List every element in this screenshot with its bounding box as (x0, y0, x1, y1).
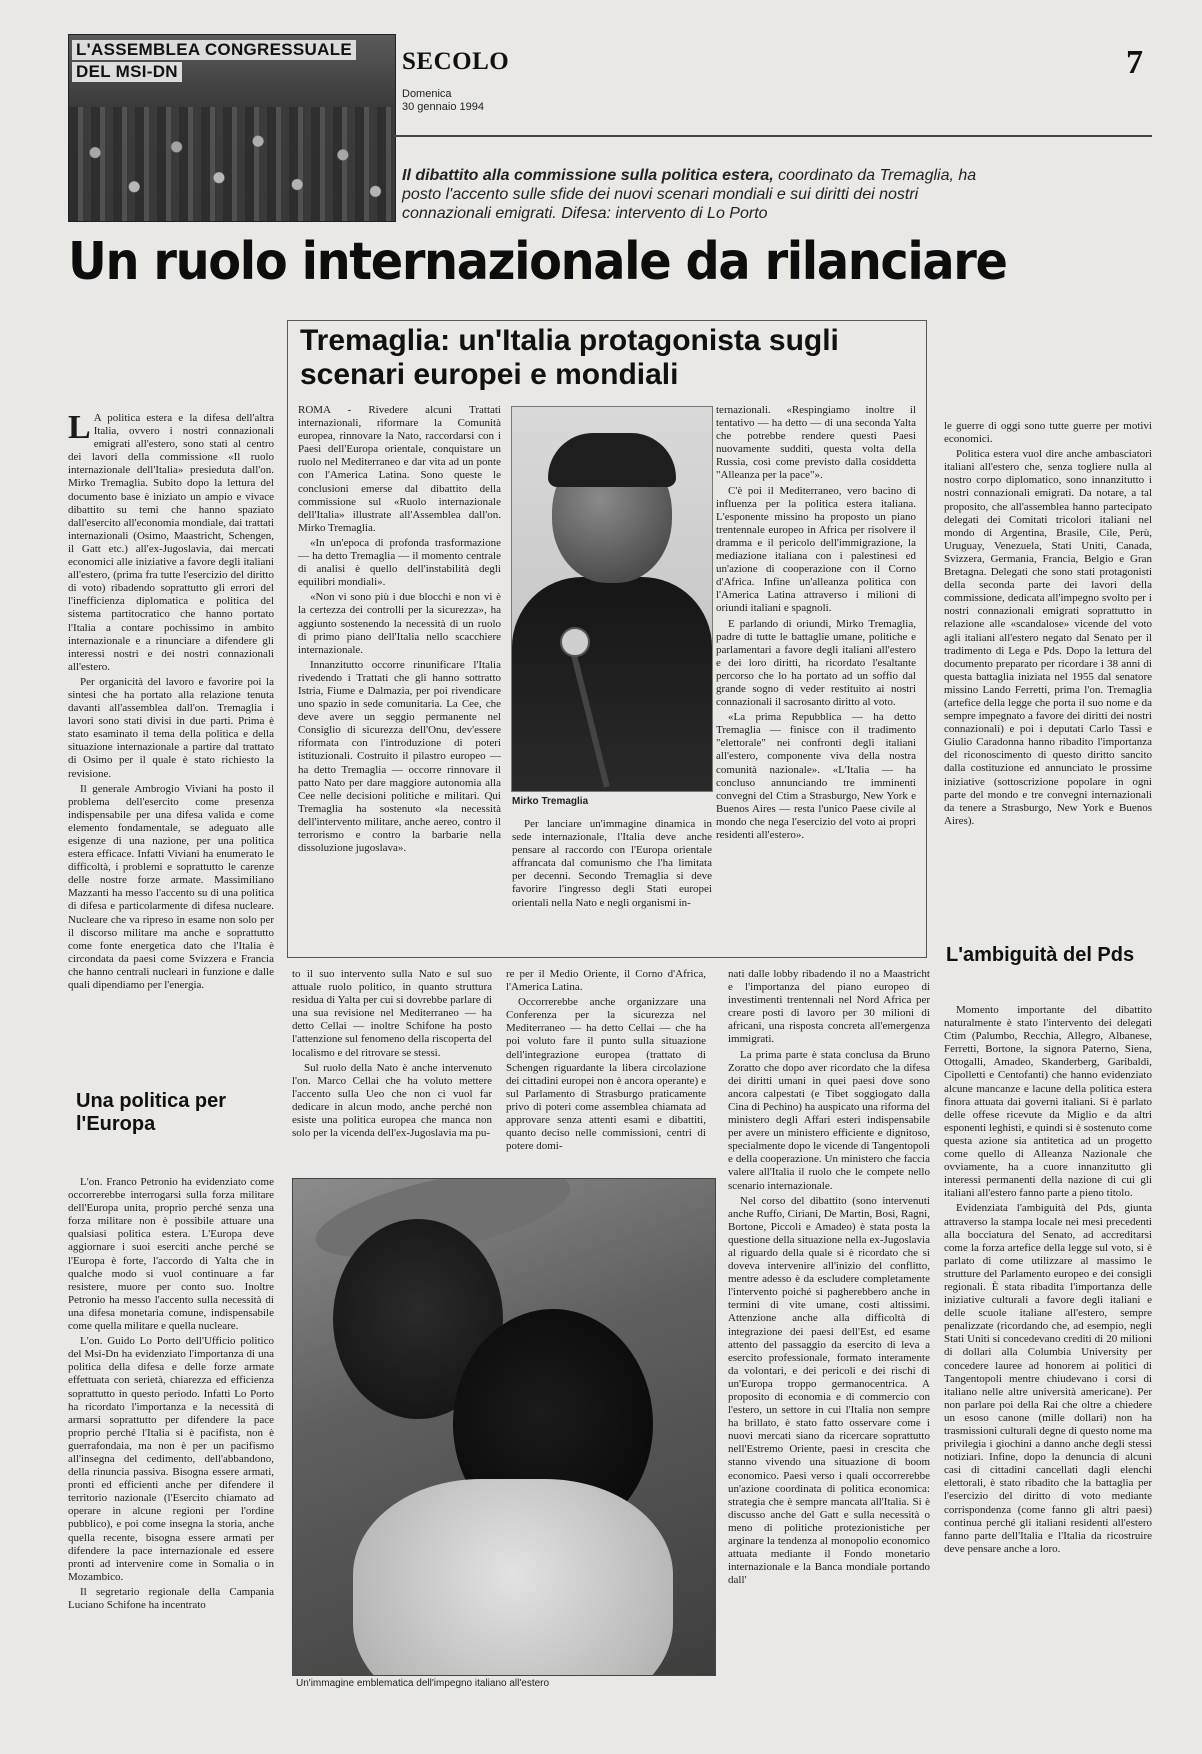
col5-para-3: Momento importante del dibattito naturalmente è stato l'intervento dei delegati Ctim (Palumbo, Recchia, Allegro, Albanese, Ferretti, Bortone, la signora Paterno, Siena, Ottogalli, Amadeo, Skanderberg, Garibaldi, Cipolletti e Centofanti) che hanno evidenziato alcune mancanze e lacune della politica estera finora attuata dai governi italiani. Si è parlato delle offese ricevute da Miglio e da altri esponenti leghisti, e quindi si è sostenuto come questa azione sia antitetica ad un progetto come quello di Alleanza Nazionale che ovviamente, ha a cuore innanzitutto gli interessi permanenti della nazione di cui gli italiani all'estero fanno parte a pieno titolo. (944, 1004, 1152, 1200)
main-headline: Un ruolo internazionale da rilanciare (68, 232, 1007, 292)
column-1-top (68, 412, 274, 1072)
col1-para-3: Il generale Ambrogio Viviani ha posto il problema dell'esercito come presenza indispensabile per una difesa valida e come elemento fondamentale, se adeguato alle esigenze di una nazione, per una politica estera efficace. Infatti Viviani ha enumerato le difficoltà, i problemi e soprattutto le carenze delle nostre forze armate. Massimiliano Mazzanti ha messo l'accento su di una politica di difesa e particolarmente di difesa nucleare. Nucleare che va ripreso in esame non solo per il discorso militare ma anche e soprattutto come fonte energetica dato che l'Italia è circondata da paesi come Svizzera e Francia che hanno centrali nucleari in funzione e dalle quali dipendiamo per l'energia. (68, 782, 274, 992)
b2-para-2: Occorrerebbe anche organizzare una Conferenza per la sicurezza nel Mediterraneo — ha detto Cellai — che ha poi voluto fare il punto sulla situazione dell'integrazione europea (trattato di Schengen riguardante la libera circolazione dei cittadini europei non è ancora operante) e sul Parlamento di Strasburgo praticamente privo di poteri come assemblea chiamata ad approvare senza attenti esami e dibattiti, quanto deciso nelle commissioni, centri di potere domi- (506, 996, 706, 1153)
column-5-top (944, 420, 1152, 940)
col1-para-2: Per organicità del lavoro e favorire poi la sintesi che ha portato alla relazione tenuta davanti all'assemblea dall'on. Tremaglia i lavori sono stati divisi in due parti. Prima è stato esaminato il tema della politica e della situazione internazionale a partire dal trattato di Osimo per il quale è stato richiesto la revisione. (68, 675, 274, 780)
section-head-europa: Una politica per l'Europa (76, 1090, 227, 1135)
emblematic-photo (292, 1178, 716, 1676)
col1-para-6: Il segretario regionale della Campania Luciano Schifone ha incentrato (68, 1585, 274, 1611)
article-deck (402, 166, 1002, 223)
dropcap: L (68, 412, 91, 446)
dateline-day: Domenica (402, 88, 452, 100)
column-b3 (728, 968, 930, 1686)
column-b1 (292, 968, 492, 1170)
photo-caption: Un'immagine emblematica dell'impegno italiano all'estero (296, 1678, 550, 1689)
column-4 (716, 404, 916, 952)
microphone-icon (560, 627, 590, 657)
col5-para-2: Politica estera vuol dire anche ambasciatori italiani all'estero che, senza togliere nulla al nostro corpo diplomatico, sono innanzitutto i nostri connazionali emigrati. Da notare, a tal proposito, che all'assemblea hanno partecipato delegati dei Comitati tricolori italiani nel mondo di Argentina, Brasile, Cile, Perù, Uruguay, Venezuela, Stati Uniti, Canada, Svizzera, Germania, Francia, Belgio e Gran Bretagna. Delegati che sono stati protagonisti della seconda parte dei lavori della commissione, dedicata all'impegno svolto per i nostri connazionali emigrati soprattutto in relazione alle «scandalose» vicende del voto agli italiani all'estero negato dal Senato per il tradimento di Lega e Pds. Dopo la lettura del documento preparato per ricordare i 38 anni di questa battaglia iniziata nel 1955 dal senatore missino Lando Ferretti, prima l'on. Tremaglia (artefice della legge che porta il suo nome e da sempre impegnato a favore dei diritti dei nostri connazionali) e poi i deputati Carlo Tassi e Giulio Caradonna hanno ribadito l'importanza del riconoscimento di questo diritto sancito dalla costituzione ed annunciato le prossime iniziative (sottoscrizione popolare in ogni parte del mondo e tre convegni internazionali da tenere a Strasburgo, New York e Buenos Aires). (944, 448, 1152, 827)
col4-para-4: «La prima Repubblica — ha detto Tremaglia — finisce con il tradimento "elettorale" nei confronti degli italiani all'estero, componente viva della nostra comunità nazionale». «L'Italia — ha concluso annunciando tre imminenti convegni del Ctim a Strasburgo, New York e Buenos Aires — resta l'unico Paese civile al mondo che nega l'esercizio del voto ai propri residenti all'estero». (716, 711, 916, 841)
col5-para-4: Evidenziata l'ambiguità del Pds, giunta attraverso la stampa locale nei mesi precedenti alla bocciatura del Senato, ad accreditarsi come la forza artefice della legge sul voto, si è parlato di come utilizzare al massimo le strutture del Parlamento europeo e dei consigli regionali. È stata ribadita l'importanza delle iniziative culturali a favore degli italiani e delle scuole italiane all'estero, sempre penalizzate (ricordando che, ad esempio, negli Stati Uniti si concedevano crediti di 20 milioni di dollari alla Columbia University per concedere lauree ad honorem ai politici di Tangentopoli mentre chiudevano i corsi di italiano nelle altre università americane). Per non parlare poi della Rai che oltre a chiedere un esoso canone (mille dollari) non ha trasmissioni culturali degne di questo nome ma privilegia i giochini a danno anche degli stessi notiziari. Infine, dopo la denuncia di alcuni casi di cittadini cancellati dagli elenchi elettorali, è stato ribadito che la battaglia per l'esercizio del diritto di voto mediante corrispondenza (come fanno gli altri paesi) continua perché gli italiani residenti all'estero fanno parte dell'Italia e l'Italia da ricostruire deve pensare anche a loro. (944, 1202, 1152, 1555)
column-1-bottom (68, 1176, 274, 1686)
col4-para-2: C'è poi il Mediterraneo, vero bacino di influenza per la politica estera italiana. L'esponente missino ha proposto un piano trentennale europeo in Africa per risolvere il dramma e il pericolo dell'immigrazione, la mediazione italiana con i palestinesi ed un'azione di cooperazione con il Corno d'Africa. Infine un'alleanza politica con l'America Latina attraverso i milioni di oriundi italiani e spagnoli. (716, 484, 916, 615)
deck-rest: coordinato da Tremaglia, ha posto l'accento sulle sfide dei nuovi scenari mondiali e sui diritti dei nostri connazionali emigrati. Difesa: intervento di Lo Porto (402, 167, 977, 222)
col1-para-1 (68, 412, 274, 674)
b3-para-2: La prima parte è stata conclusa da Bruno Zoratto che dopo aver ricordato che la difesa dei diritti umani in quei paesi dove sono ancora calpestati (e Tibet soggiogato dalla Cina di Pechino) ha auspicato una riforma del ministero degli Affari esteri indispensabile per avere un ministero efficiente e dignitoso, specialmente dopo le vicende di Tangentopoli e della cooperazione. Un ministero che faccia valere all'Italia il ruolo che le compete nello scenario internazionale. (728, 1048, 930, 1192)
kicker-line-2: DEL MSI-DN (72, 62, 182, 82)
dateline (402, 88, 484, 114)
tremaglia-portrait (511, 406, 713, 792)
dateline-date: 30 gennaio 1994 (402, 101, 484, 113)
column-b2 (506, 968, 706, 1170)
col1-para-4: L'on. Franco Petronio ha evidenziato come occorrerebbe interrogarsi sulla forza militare dell'Europa unita, proprio perché senza una forza militare non è possibile attuare una qualsiasi politica estera. L'Europa deve aggiornare i suoi eserciti anche perché se l'Europa è forte, l'accordo di Yalta che in qualche modo si vuol continuare a far resistere, muore per conto suo. Inoltre Petronio ha messo l'accento sulla necessità di una difesa monetaria comune, indispensabile come quella militare e quella nucleare. (68, 1176, 274, 1333)
col5-para-1: le guerre di oggi sono tutte guerre per motivi economici. (944, 420, 1152, 446)
col4-para-3: E parlando di oriundi, Mirko Tremaglia, padre di tutte le battaglie umane, politiche e parlamentari a favore degli italiani all'estero e dei loro diritti, ha ricordato l'esaltante percorso che lo ha portato ad un soffio dal grande sogno di veder restituito ai nostri connazionali il sacrosanto diritto al voto. (716, 617, 916, 709)
portrait-hair (548, 433, 676, 487)
b3-para-1: nati dalle lobby ribadendo il no a Maastricht e l'importanza del piano europeo di investimenti trentennali nel Nord Africa per creare posti di lavoro per 30 milioni di africani, una risposta concreta all'emergenza immigrati. (728, 968, 930, 1046)
section-kicker (72, 40, 402, 84)
crowd-texture (69, 107, 395, 221)
col3-para-1: Per lanciare un'immagine dinamica in sede internazionale, l'Italia deve anche pensare al raccordo con l'Europa orientale affrancata dal comunismo che l'ha limitata per decenni. Secondo Tremaglia si deve favorire l'ingresso degli Stati europei orientali nella Nato e negli organismi in- (512, 818, 712, 909)
portrait-suit (512, 577, 712, 792)
b2-para-1: re per il Medio Oriente, il Corno d'Africa, l'America Latina. (506, 968, 706, 994)
col2-para-4: Innanzitutto occorre rinunificare l'Italia rivedendo i Trattati che gli hanno sottratto Istria, Fiume e Dalmazia, per poi rivendicare uno spazio in sede comunitaria. La Cee, che deve avere un seggio permanente nel Consiglio di sicurezza dell'Onu, dev'essere riformata con l'introduzione di poteri istituzionali. Costruito il pilastro europeo — ha detto Tremaglia — occorre rinnovare il patto Nato per dare maggiore autonomia alla Cee nelle decisioni politiche e militari. Qui Tremaglia ha sostenuto «la necessità dell'intervento militare, anche aereo, contro il terrorismo e contro la barbarie nella dissoluzione jugoslava». (298, 658, 501, 855)
portrait-caption: Mirko Tremaglia (512, 796, 589, 807)
header-rule (394, 135, 1152, 137)
kicker-line-1: L'ASSEMBLEA CONGRESSUALE (72, 40, 356, 60)
column-2 (298, 404, 501, 952)
section-head-pds: L'ambiguità del Pds (946, 944, 1135, 966)
subarticle-title: Tremaglia: un'Italia protagonista sugli scenari europei e mondiali (300, 324, 839, 391)
b1-para-2: Sul ruolo della Nato è anche intervenuto l'on. Marco Cellai che ha voluto mettere l'accento sulla Ueo che non ci vuol far dedicare in alcun modo, anche perché non esiste una politica europea che manca non solo per la vicenda dell'ex-Jugoslavia ma pu- (292, 1061, 492, 1140)
photo-garment (353, 1479, 673, 1676)
col2-para-2: «In un'epoca di profonda trasformazione — ha detto Tremaglia — il momento centrale di analisi è quello dell'instabilità degli equilibri mondiali». (298, 536, 501, 589)
col1-para-1-text: A politica estera e la difesa dell'altra Italia, ovvero i nostri connazionali emigrati all'estero, sono stati al centro dei lavori della commissione «Il ruolo internazionale dell'Italia» presieduta dall'on. Mirko Tremaglia. Subito dopo la lettura del documento base è iniziato un ampio e vivace dibattito su temi che hanno spaziato dall'esercito all'economia mondiale, dai trattati internazionali (Osimo, Maastricht, Schengen, il Gatt etc.) all'ex-Jugoslavia, dai mercati economici alle iniziative a favore degli italiani all'estero, (prima fra tutte l'esercizio del diritto di voto) ribadendo soprattutto gli errori del l'inefficienza diplomatica e politica del sistema partitocratico che hanno portato l'Italia a contare pochissimo in ambito internazionale e a rinunciare a difendere gli interessi nostri e dei nostri connazionali all'estero. (68, 412, 274, 673)
b1-para-1: to il suo intervento sulla Nato e sul suo attuale ruolo politico, in quanto struttura residua di Yalta per cui si dovrebbe parlare di una sua revisione nel Mediterraneo — ha detto Cellai — inoltre Schifone ha posto l'attenzione sul fenomeno della riscoperta del localismo e del ritrovare se stessi. (292, 968, 492, 1059)
col1-para-5: L'on. Guido Lo Porto dell'Ufficio politico del Msi-Dn ha evidenziato l'importanza di una politica della difesa e delle forze armate effettuata con serietà, chiarezza ed efficienza soprattutto in questo periodo. Infatti Lo Porto ha ricordato l'importanza e la necessità di armarsi soprattutto per difendere la pace proprio perché l'Italia si è pacifista, non è guerrafondaia, ma non è per un pacifismo all'insegna del cedimento, dell'abbandono, della rinuncia passiva. Bisogna essere armati, pronti ed efficienti anche per difendere il territorio nazionale (l'Esercito chiamato ad operare in alcune regioni per l'ordine pubblico), e poi come insegna la storia, anche quella recente, bisogna essere armati per difendere la pace internazionale ed essere pronti ad intervenire come in Somalia o in Mozambico. (68, 1335, 274, 1583)
deck-lead: Il dibattito alla commissione sulla politica estera, (402, 167, 774, 184)
col2-para-1: ROMA - Rivedere alcuni Trattati internazionali, riformare la Comunità europea, rinnovare la Nato, raccordarsi con i Paesi dell'Europa orientale, conquistare un ruolo nel Mediterraneo e dar vita ad un ponte con l'America Latina. Sono queste le conclusioni emerse dal dibattito della commissione sul «Ruolo internazionale dell'Italia» illustrate all'Assemblea dall'on. Mirko Tremaglia. (298, 404, 501, 534)
b3-para-3: Nel corso del dibattito (sono intervenuti anche Ruffo, Ciriani, De Martin, Bosi, Ragni, Bortone, Piccoli e Amadeo) è stata posta la questione della situazione nella ex-Jugoslavia al riguardo della quale si è ricordato che si doveva intervenire all'inizio del conflitto, mentre adesso è da escludere completamente l'intervento poiché si pagherebbero anche in termini di vite umane, costi altissimi. Attenzione anche alla difficoltà di integrazione dei paesi dell'Est, ed esame attento del passaggio da esercito di leva a esercito professionale, formato interamente da volontari, e dei pericoli e dei rischi di un'Europa troppo germanocentrica. A proposito di economia e di commercio con l'estero, un settore in cui l'Italia non sempre ha brillato, è stato fatto osservare come i nuovi mercati siano da ricercare soprattutto nell'Estremo Oriente, paesi in crescita che stanno vivendo una situazione di boom economico. Paesi verso i quali occorrerebbe un'azione coordinata di politica economica: strategia che è sempre mancata all'Italia. Si è discusso anche del Gatt e sulla necessità o meno di politiche protezionistiche per arginare la tendenza al monopolio economico attuata mediante il Fondo monetario internazionale e la Banca mondiale portando dall' (728, 1194, 930, 1587)
col2-para-3: «Non vi sono più i due blocchi e non vi è la certezza dei controlli per la sicurezza», ha aggiunto sostenendo la necessità di un ruolo di primo piano dell'Italia nello scacchiere internazionale. (298, 591, 501, 656)
column-3 (512, 818, 712, 952)
col4-para-1: ternazionali. «Respingiamo inoltre il tentativo — ha detto — di una seconda Yalta che potrebbe rendere questi Paesi nuovamente sudditi, questa volta della Russia, così come previsto dalla cosiddetta "Alleanza per la pace"». (716, 404, 916, 482)
column-5-bottom (944, 1004, 1152, 1686)
masthead: SECOLO (402, 48, 510, 75)
page-number: 7 (1126, 44, 1143, 81)
